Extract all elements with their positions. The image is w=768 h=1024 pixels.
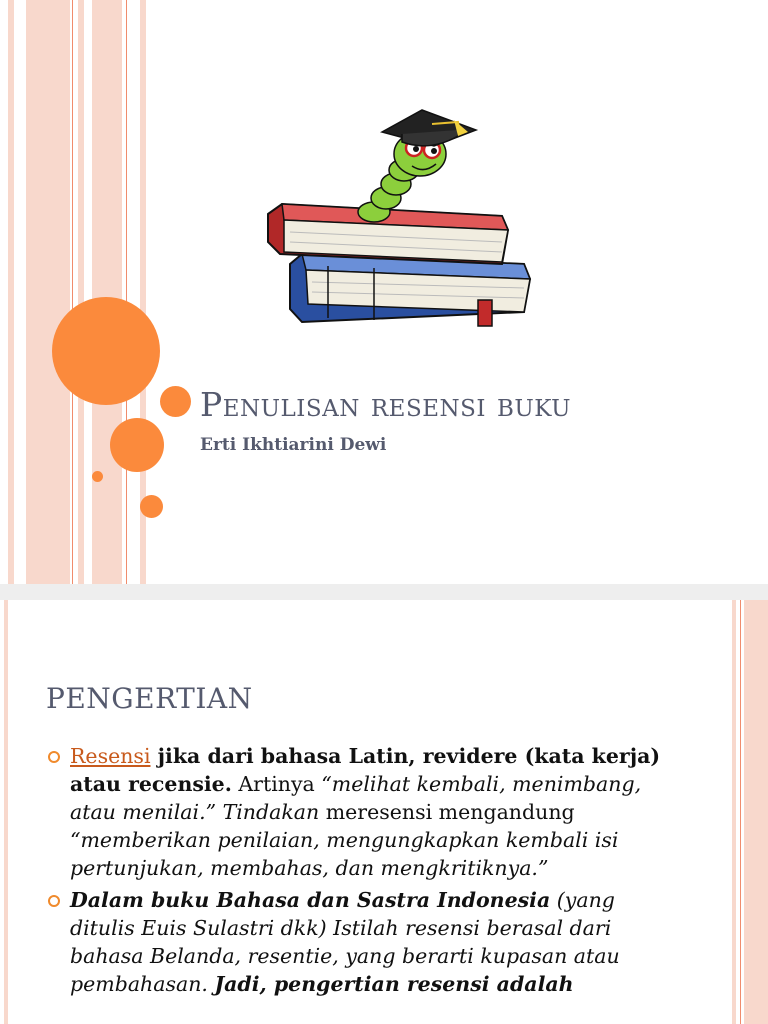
list-item — [46, 742, 686, 882]
slide-subtitle-author: Erti Ikhtiarini Dewi — [200, 435, 387, 455]
bullet1-bold-text: jika dari bahasa Latin, revidere (kata kerja) atau recensie. — [70, 744, 661, 796]
decor-circle-medium — [110, 418, 164, 472]
bullet2-bolditalic-2: Jadi, pengertian resensi adalah — [214, 972, 574, 996]
bullet2-bolditalic-1: Dalam buku Bahasa dan Sastra Indonesia — [70, 888, 551, 912]
blue-book-icon — [290, 254, 530, 326]
resensi-link[interactable]: Resensi — [70, 744, 151, 768]
bullet-circle-icon — [48, 751, 60, 763]
list-item — [46, 886, 686, 998]
decor-circle-small — [160, 386, 191, 417]
bullet1-italic-2: “memberikan penilaian, mengungkapkan kembali isi pertunjukan, membahas, dan mengkritiknya.” — [70, 828, 619, 880]
bullet-circle-icon — [48, 895, 60, 907]
decor-circle-tiny — [92, 471, 103, 482]
section-heading: PENGERTIAN — [46, 682, 253, 715]
slide-title: Penulisan resensi buku — [200, 385, 571, 424]
decor-circle-large — [52, 297, 160, 405]
bookworm-books-illustration — [262, 104, 547, 332]
decor-circle-small-2 — [140, 495, 163, 518]
bullet1-text-1: Artinya — [231, 772, 322, 796]
bullet2-italic-1: (yang ditulis Euis Sulastri dkk) Istilah resensi berasal dari bahasa Belanda, resentie, yang berarti kupasan atau pembahasan. — [70, 888, 620, 996]
right-stripes — [732, 600, 768, 1024]
definition-list — [46, 742, 686, 1002]
bullet1-text-2: meresensi mengandung — [319, 800, 575, 824]
left-edge-stripe — [0, 600, 12, 1024]
left-stripes — [8, 0, 148, 584]
bullet1-italic-1: “melihat kembali, menimbang, atau menilai.” Tindakan — [70, 772, 642, 824]
graduation-cap-icon — [382, 110, 476, 146]
